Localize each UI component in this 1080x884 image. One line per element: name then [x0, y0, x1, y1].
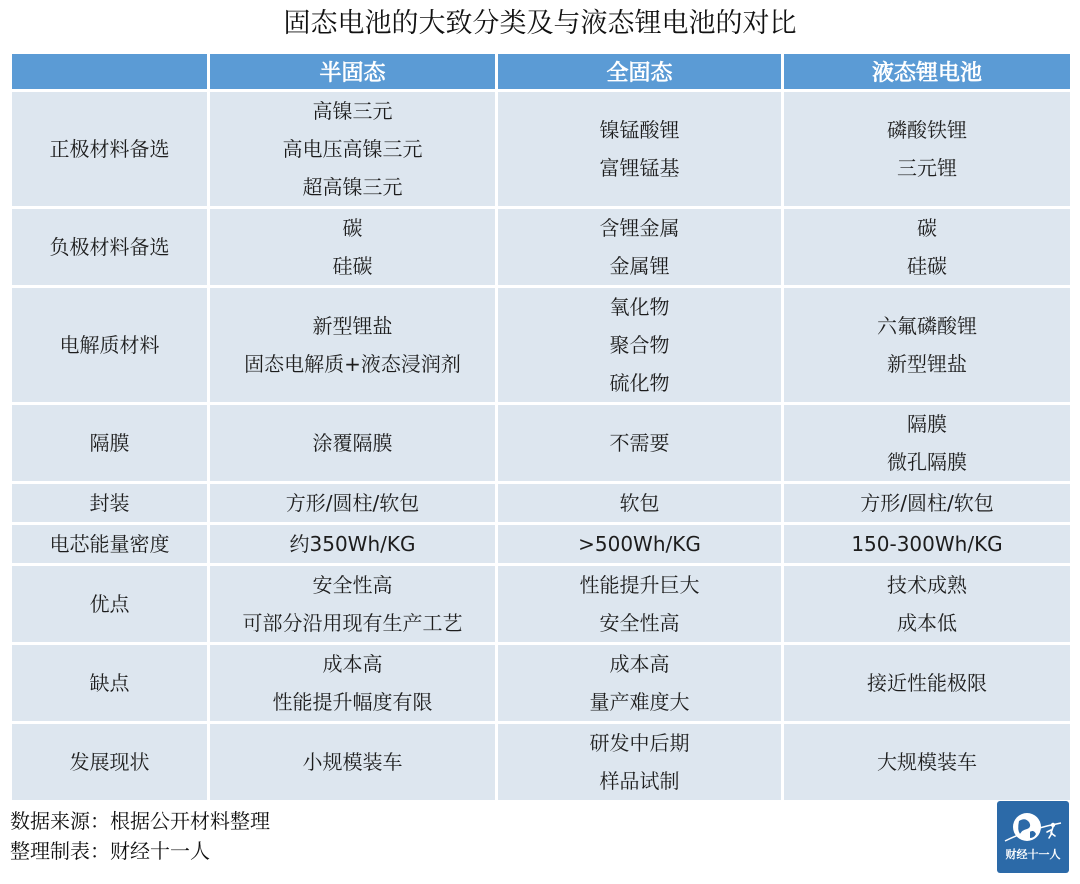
row-label: 缺点 [12, 645, 207, 721]
cell-all-solid [498, 525, 781, 563]
cell-line: 硅碳 [332, 254, 373, 278]
table-row [12, 645, 1070, 721]
row-label: 负极材料备选 [12, 209, 207, 285]
cell-semi-solid [210, 724, 495, 800]
cell-all-solid [498, 209, 781, 285]
cell-semi-solid [210, 209, 495, 285]
cell-line: 可部分沿用现有生产工艺 [242, 611, 463, 635]
row-label: 电芯能量密度 [12, 525, 207, 563]
header-corner [12, 54, 207, 89]
cell-liquid [784, 724, 1070, 800]
cell-line: 成本高 [322, 652, 383, 676]
row-label: 发展现状 [12, 724, 207, 800]
cell-line: 含锂金属 [599, 216, 680, 240]
cell-semi-solid [210, 92, 495, 206]
table-body [12, 92, 1070, 800]
cell-line: 样品试制 [599, 769, 680, 793]
cell-line: 六氟磷酸锂 [877, 314, 977, 338]
header-all-solid: 全固态 [498, 54, 781, 89]
cell-line: 小规模装车 [302, 750, 403, 774]
cell-line: 软包 [619, 491, 660, 515]
cell-line: 镍锰酸锂 [599, 118, 680, 142]
table-row [12, 288, 1070, 402]
cell-line: 方形/圆柱/软包 [285, 491, 420, 515]
cell-line: 成本低 [897, 611, 957, 635]
cell-line: 固态电解质+液态浸润剂 [244, 352, 461, 376]
cell-line: 三元锂 [897, 156, 957, 180]
cell-all-solid [498, 92, 781, 206]
cell-line: 接近性能极限 [867, 671, 987, 695]
cell-semi-solid [210, 525, 495, 563]
cell-line: 150-300Wh/KG [851, 532, 1003, 556]
row-label: 优点 [12, 566, 207, 642]
cell-liquid [784, 484, 1070, 522]
cell-line: 微孔隔膜 [887, 450, 967, 474]
cell-line: 富锂锰基 [599, 156, 680, 180]
cell-line: 研发中后期 [589, 731, 690, 755]
cell-semi-solid [210, 405, 495, 481]
table-row [12, 566, 1070, 642]
cell-liquid [784, 92, 1070, 206]
cell-semi-solid [210, 484, 495, 522]
cell-line: 新型锂盐 [312, 314, 393, 338]
cell-line: 碳 [342, 216, 363, 240]
cell-line: 聚合物 [609, 333, 670, 357]
header-liquid: 液态锂电池 [784, 54, 1070, 89]
brand-logo [997, 801, 1069, 873]
row-label: 正极材料备选 [12, 92, 207, 206]
cell-line: 方形/圆柱/软包 [860, 491, 994, 515]
cell-line: 安全性高 [599, 611, 680, 635]
cell-semi-solid [210, 566, 495, 642]
table-row [12, 484, 1070, 522]
cell-line: 隔膜 [907, 412, 947, 436]
cell-liquid [784, 405, 1070, 481]
cell-semi-solid [210, 645, 495, 721]
cell-line: 超高镍三元 [302, 175, 403, 199]
cell-line: 高电压高镍三元 [282, 137, 423, 161]
cell-line: 高镍三元 [312, 99, 393, 123]
cell-liquid [784, 209, 1070, 285]
cell-liquid [784, 288, 1070, 402]
cell-line: 涂覆隔膜 [312, 431, 393, 455]
cell-all-solid [498, 405, 781, 481]
cell-line: 技术成熟 [887, 573, 967, 597]
cell-line: 安全性高 [312, 573, 393, 597]
table-row [12, 405, 1070, 481]
logo-text: 财经十一人 [1005, 848, 1061, 861]
row-label: 隔膜 [12, 405, 207, 481]
cell-line: 不需要 [609, 431, 670, 455]
cell-all-solid [498, 288, 781, 402]
cell-line: 硫化物 [609, 371, 670, 395]
cell-line: 金属锂 [609, 254, 670, 278]
cell-liquid [784, 566, 1070, 642]
cell-all-solid [498, 484, 781, 522]
cell-liquid [784, 645, 1070, 721]
globe-runner-icon [997, 801, 1069, 873]
header-semi-solid: 半固态 [210, 54, 495, 89]
row-label: 封装 [12, 484, 207, 522]
comparison-table [9, 51, 1073, 803]
cell-line: 大规模装车 [877, 750, 977, 774]
cell-line: 碳 [917, 216, 937, 240]
row-label: 电解质材料 [12, 288, 207, 402]
cell-all-solid [498, 724, 781, 800]
page-title: 固态电池的大致分类及与液态锂电池的对比 [283, 8, 797, 39]
table-row [12, 92, 1070, 206]
table-header-row [12, 54, 1070, 89]
table-row [12, 525, 1070, 563]
cell-line: 氧化物 [609, 295, 670, 319]
cell-line: >500Wh/KG [578, 532, 701, 556]
cell-line: 磷酸铁锂 [887, 118, 967, 142]
cell-line: 量产难度大 [589, 690, 690, 714]
table-row [12, 724, 1070, 800]
table-row [12, 209, 1070, 285]
cell-line: 性能提升幅度有限 [272, 690, 433, 714]
cell-line: 硅碳 [907, 254, 947, 278]
cell-line: 约350Wh/KG [289, 532, 416, 556]
cell-all-solid [498, 645, 781, 721]
footer-notes [10, 806, 270, 866]
cell-line: 成本高 [609, 652, 670, 676]
cell-semi-solid [210, 288, 495, 402]
cell-liquid [784, 525, 1070, 563]
maker-note: 整理制表：财经十一人 [10, 839, 210, 863]
cell-line: 性能提升巨大 [579, 573, 700, 597]
cell-all-solid [498, 566, 781, 642]
source-note: 数据来源：根据公开材料整理 [10, 809, 270, 833]
cell-line: 新型锂盐 [887, 352, 967, 376]
